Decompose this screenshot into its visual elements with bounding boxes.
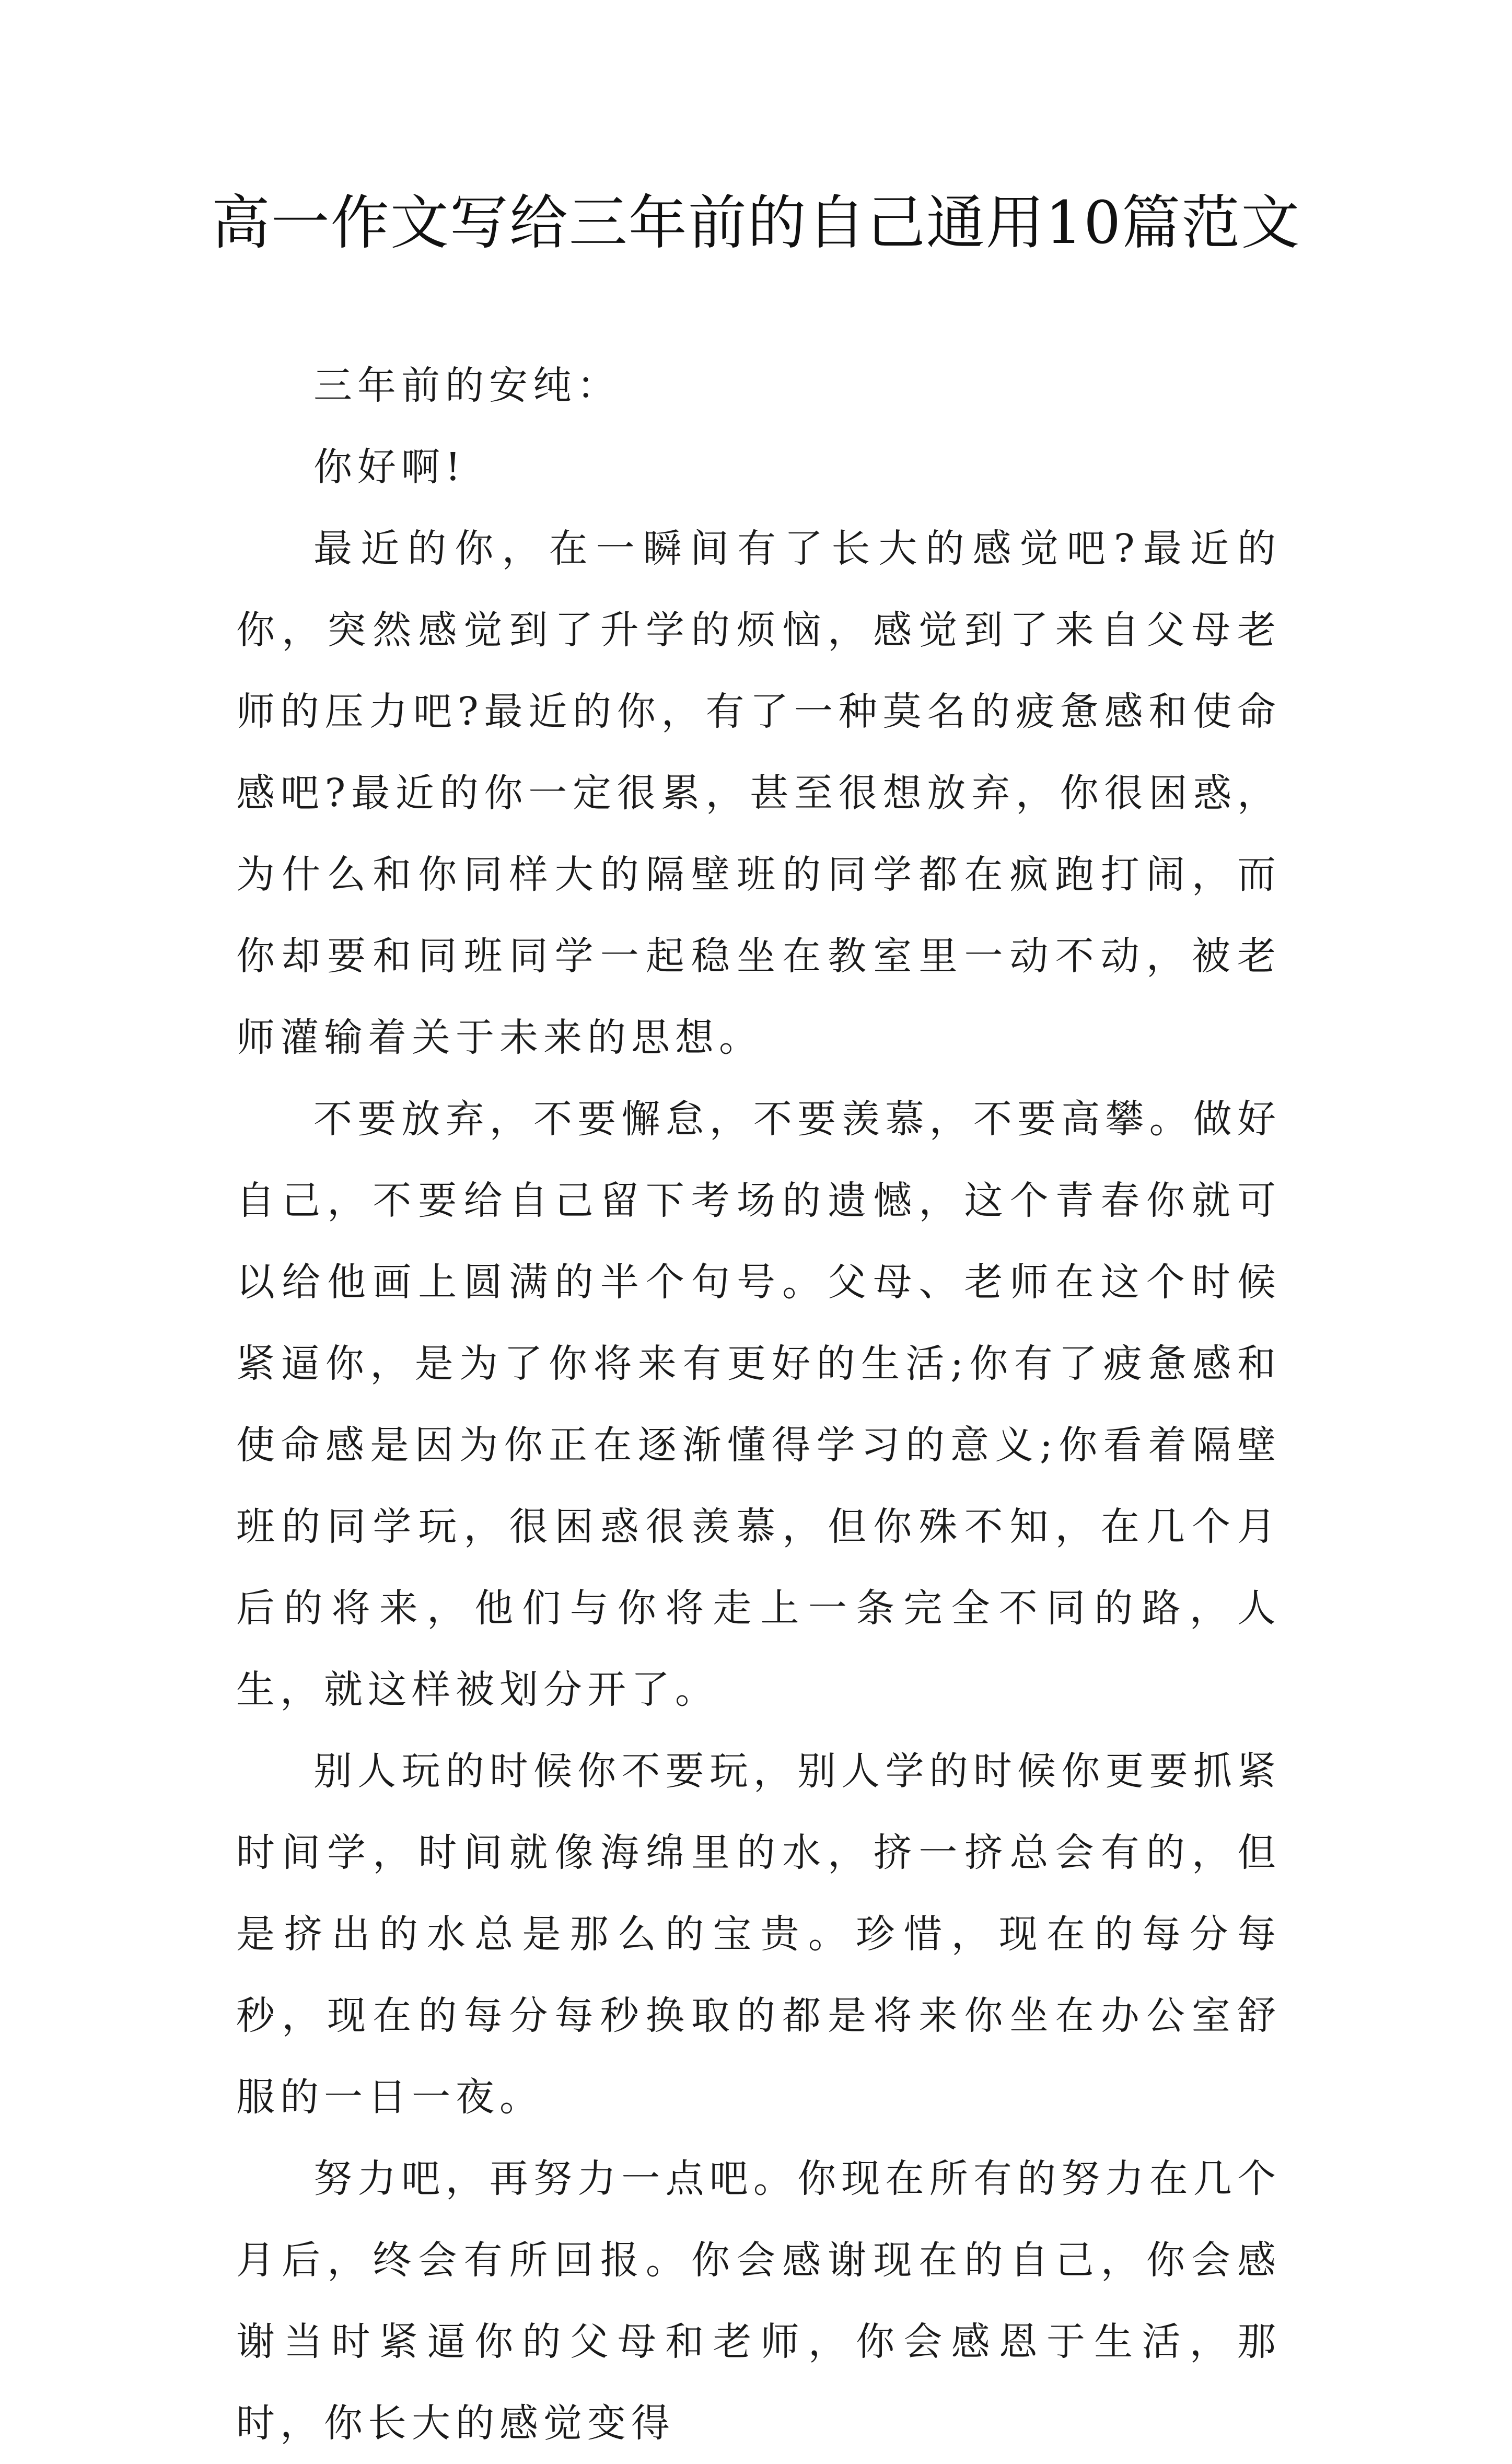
paragraph-3: 别人玩的时候你不要玩，别人学的时候你更要抓紧时间学，时间就像海绵里的水，挤一挤总会有的，但是挤出的水总是那么的宝贵。珍惜，现在的每分每秒，现在的每分每秒换取的都是将来你坐在办公室舒服的一日一夜。 [236,1749,1281,2120]
document-title: 高一作文写给三年前的自己通用10篇范文 [211,189,1301,257]
document-body [236,345,1281,2464]
salutation: 三年前的安纯： [313,363,621,408]
greeting: 你好啊! [313,445,466,490]
paragraph-1: 最近的你，在一瞬间有了长大的感觉吧?最近的你，突然感觉到了升学的烦恼，感觉到了来自父母老师的压力吧?最近的你，有了一种莫名的疲惫感和使命感吧?最近的你一定很累，甚至很想放弃，你很困惑，为什么和你同样大的隔壁班的同学都在疯跑打闹，而你却要和同班同学一起稳坐在教室里一动不动，被老师灌输着关于未来的思想。 [236,526,1281,1060]
paragraph-2: 不要放弃，不要懈怠，不要羡慕，不要高攀。做好自己，不要给自己留下考场的遗憾，这个青春你就可以给他画上圆满的半个句号。父母、老师在这个时候紧逼你，是为了你将来有更好的生活;你有了疲惫感和使命感是因为你正在逐渐懂得学习的意义;你看着隔壁班的同学玩，很困惑很羡慕，但你殊不知，在几个月后的将来，他们与你将走上一条完全不同的路，人生，就这样被划分开了。 [236,1097,1281,1712]
paragraph-4: 努力吧，再努力一点吧。你现在所有的努力在几个月后，终会有所回报。你会感谢现在的自己，你会感谢当时紧逼你的父母和老师，你会感恩于生活，那时，你长大的感觉变得 [236,2156,1281,2446]
